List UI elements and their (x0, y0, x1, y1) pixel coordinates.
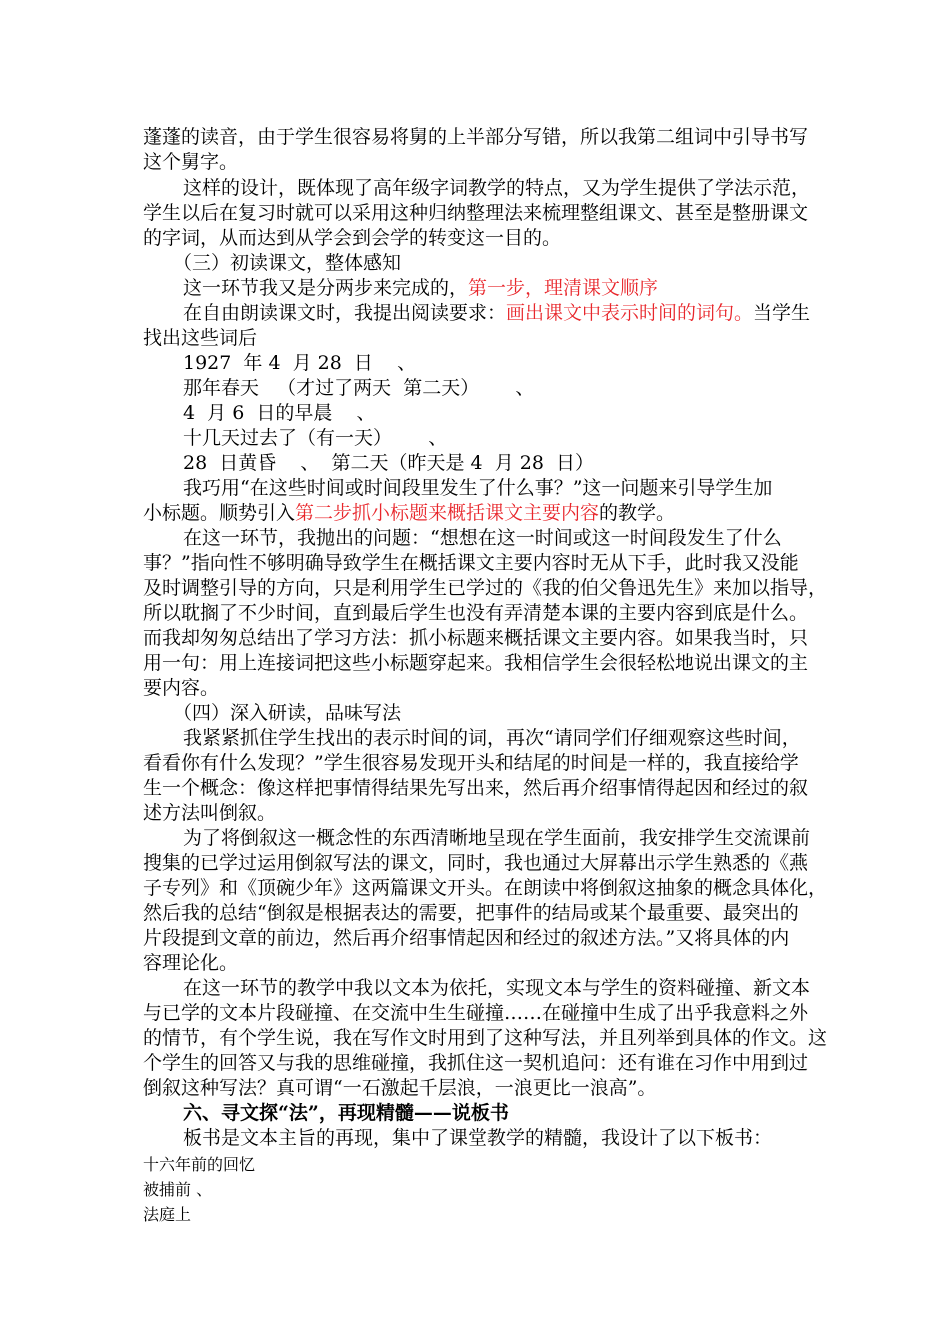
text-line: 述方法叫倒叙。 (143, 802, 277, 824)
highlighted-text: 画出课文中表示时间的词句。 (506, 302, 754, 324)
paragraph-start: 为了将倒叙这一概念性的东西清晰地呈现在学生面前，我安排学生交流课前 (183, 827, 811, 849)
text-line: 然后我的总结“倒叙是根据表达的需要，把事件的结局或某个最重要、最突出的 (143, 902, 799, 924)
text-line: 蓬蓬的读音，由于学生很容易将舅的上半部分写错，所以我第二组词中引导书写 (143, 126, 809, 148)
paragraph-start: 在这一环节的教学中我以文本为依托，实现文本与学生的资料碰撞、新文本 (183, 977, 811, 999)
text-line: 用一句：用上连接词把这些小标题穿起来。我相信学生会很轻松地说出课文的主 (143, 652, 809, 674)
text-segment: 当学生 (753, 302, 811, 324)
paragraph-start: 我紧紧抓住学生找出的表示时间的词，再次“请同学们仔细观察这些时间， (183, 727, 801, 749)
text-line: 生一个概念：像这样把事情得结果先写出来，然后再介绍事情得起因和经过的叙 (143, 777, 809, 799)
text-line: 要内容。 (143, 677, 220, 699)
text-segment: 这一环节我又是分两步来完成的， (183, 277, 469, 299)
section-heading: （三）初读课文，整体感知 (173, 252, 402, 274)
text-segment: 小标题。顺势引入 (143, 502, 296, 524)
paragraph-start: 我巧用“在这些时间或时间段里发生了什么事？”这一问题来引导学生加 (183, 477, 773, 499)
text-line: 看看你有什么发现？”学生很容易发现开头和结尾的时间是一样的，我直接给学 (143, 752, 799, 774)
paragraph-start (183, 276, 863, 301)
text-line: 的字词，从而达到从学会到会学的转变这一目的。 (143, 227, 562, 249)
text-segment: 在自由朗读课文时，我提出阅读要求： (183, 302, 507, 324)
text-line: 片段提到文章的前边，然后再介绍事情起因和经过的叙述方法。”又将具体的内 (143, 927, 790, 949)
paragraph-start: 这样的设计，既体现了高年级字词教学的特点，又为学生提供了学法示范， (183, 177, 811, 199)
blackboard-item: 法庭上 (143, 1205, 192, 1224)
time-list-item: 4 月 6 日的早晨 、 (183, 402, 376, 424)
text-line: 及时调整引导的方向，只是利用学生已学过的《我的伯父鲁迅先生》来加以指导， (143, 577, 828, 599)
text-line (143, 501, 823, 526)
text-line: 倒叙这种写法？真可谓“一石激起千层浪，一浪更比一浪高”。 (143, 1077, 657, 1099)
blackboard-item: 被捕前 、 (143, 1180, 213, 1199)
text-line: 找出这些词后 (143, 327, 258, 349)
time-list-item: 十几天过去了（有一天） 、 (183, 427, 448, 449)
highlighted-text: 第一步，理清课文顺序 (468, 277, 659, 299)
text-line: 与已学的文本片段碰撞、在交流中生生碰撞……在碰撞中生成了出乎我意料之外 (143, 1002, 809, 1024)
text-line: 个学生的回答又与我的思维碰撞，我抓住这一契机追问：还有谁在习作中用到过 (143, 1052, 809, 1074)
paragraph-start: 在这一环节，我抛出的问题：“想想在这一时间或这一时间段发生了什么 (183, 527, 782, 549)
text-line: 子专列》和《顶碗少年》这两篇课文开头。在朗读中将倒叙这抽象的概念具体化， (143, 877, 828, 899)
text-line: 事？”指向性不够明确导致学生在概括课文主要内容时无从下手，此时我又没能 (143, 552, 799, 574)
text-line: 所以耽搁了不少时间，直到最后学生也没有弄清楚本课的主要内容到底是什么。 (143, 602, 809, 624)
text-line: 搜集的已学过运用倒叙写法的课文，同时，我也通过大屏幕出示学生熟悉的《燕 (143, 852, 809, 874)
time-list-item: 那年春天 （才过了两天 第二天） 、 (183, 377, 535, 399)
text-line: 的情节，有个学生说，我在写作文时用到了这种写法，并且列举到具体的作文。这 (143, 1027, 828, 1049)
section-heading: （四）深入研读，品味写法 (173, 702, 402, 724)
text-line: 容理论化。 (143, 952, 239, 974)
paragraph-start: 板书是文本主旨的再现，集中了课堂教学的精髓，我设计了以下板书： (183, 1127, 773, 1149)
text-line: 而我却匆匆总结出了学习方法：抓小标题来概括课文主要内容。如果我当时，只 (143, 627, 809, 649)
blackboard-title: 十六年前的回忆 (143, 1155, 256, 1174)
chapter-heading: 六、寻文探“法”，再现精髓——说板书 (183, 1102, 509, 1124)
time-list-item: 1927 年 4 月 28 日 、 (183, 352, 417, 374)
text-line: 学生以后在复习时就可以采用这种归纳整理法来梳理整组课文、甚至是整册课文 (143, 202, 809, 224)
text-line: 这个舅字。 (143, 151, 239, 173)
highlighted-text: 第二步抓小标题来概括课文主要内容 (295, 502, 600, 524)
time-list-item: 28 日黄昏 、 第二天（昨天是 4 月 28 日） (183, 452, 594, 474)
text-segment: 的教学。 (599, 502, 676, 524)
paragraph-start (183, 301, 863, 326)
